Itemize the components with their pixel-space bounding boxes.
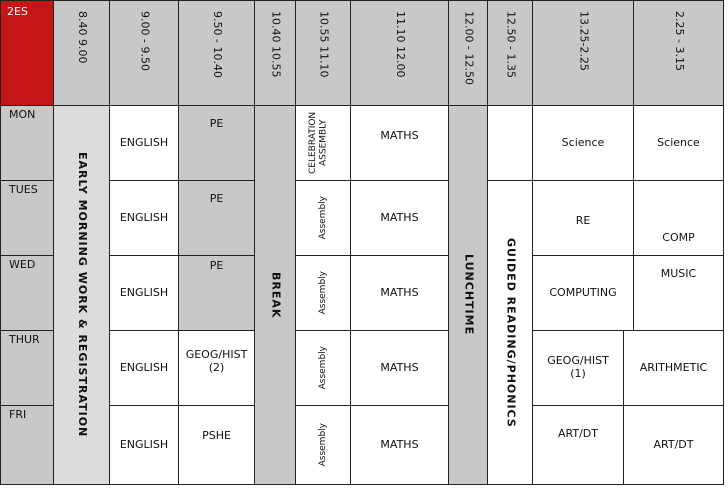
- thu-maths: MATHS: [350, 330, 449, 406]
- day-label-mon: MON: [0, 105, 54, 181]
- time-header-afternoon1: 13.25-2.25: [532, 0, 634, 106]
- fri-pm1: ART/DT: [532, 405, 624, 485]
- tue-pm1: RE: [532, 180, 634, 256]
- thu-english: ENGLISH: [109, 330, 179, 406]
- day-label-wed: WED: [0, 255, 54, 331]
- day-label-thu: THUR: [0, 330, 54, 406]
- tue-pm2: COMP: [633, 180, 724, 256]
- mon-english: ENGLISH: [109, 105, 179, 181]
- mon-pe: PE: [178, 105, 255, 181]
- thu-pm1: GEOG/HIST (1): [532, 330, 624, 406]
- tue-maths: MATHS: [350, 180, 449, 256]
- guided-reading-span: GUIDED READING/PHONICS: [487, 180, 533, 485]
- wed-maths: MATHS: [350, 255, 449, 331]
- thu-assembly: Assembly: [295, 330, 351, 406]
- mon-maths: MATHS: [350, 105, 449, 181]
- time-header-lunch: 12.00 - 12.50: [448, 0, 488, 106]
- time-header-lesson1: 9.00 - 9.50: [109, 0, 179, 106]
- time-header-break: 10.40 10.55: [254, 0, 296, 106]
- wed-pm2: MUSIC: [633, 255, 724, 331]
- time-header-afternoon2: 2.25 - 3.15: [633, 0, 724, 106]
- mon-pm2: Science: [633, 105, 724, 181]
- thu-geog-hist: GEOG/HIST (2): [178, 330, 255, 406]
- time-header-lesson2: 9.50 - 10.40: [178, 0, 255, 106]
- day-label-tue: TUES: [0, 180, 54, 256]
- tue-pe: PE: [178, 180, 255, 256]
- lunchtime-span: LUNCHTIME: [448, 105, 488, 485]
- fri-pm2: ART/DT: [623, 405, 724, 485]
- wed-assembly: Assembly: [295, 255, 351, 331]
- fri-english: ENGLISH: [109, 405, 179, 485]
- thu-pm2: ARITHMETIC: [623, 330, 724, 406]
- mon-pm1: Science: [532, 105, 634, 181]
- day-label-fri: FRI: [0, 405, 54, 485]
- tue-english: ENGLISH: [109, 180, 179, 256]
- early-morning-span: EARLY MORNING WORK & REGISTRATION: [53, 105, 110, 485]
- fri-maths: MATHS: [350, 405, 449, 485]
- break-span: BREAK: [254, 105, 296, 485]
- time-header-guided: 12.50 - 1.35: [487, 0, 533, 106]
- tue-assembly: Assembly: [295, 180, 351, 256]
- time-header-assembly: 10.55 11.10: [295, 0, 351, 106]
- time-header-maths: 11.10 12.00: [350, 0, 449, 106]
- wed-pe: PE: [178, 255, 255, 331]
- fri-pshe: PSHE: [178, 405, 255, 485]
- wed-pm1: COMPUTING: [532, 255, 634, 331]
- time-header-early: 8.40 9.00: [53, 0, 110, 106]
- class-name-cell: 2ES: [0, 0, 54, 106]
- fri-assembly: Assembly: [295, 405, 351, 485]
- wed-english: ENGLISH: [109, 255, 179, 331]
- mon-assembly: CELEBRATION ASSEMBLY: [295, 105, 351, 181]
